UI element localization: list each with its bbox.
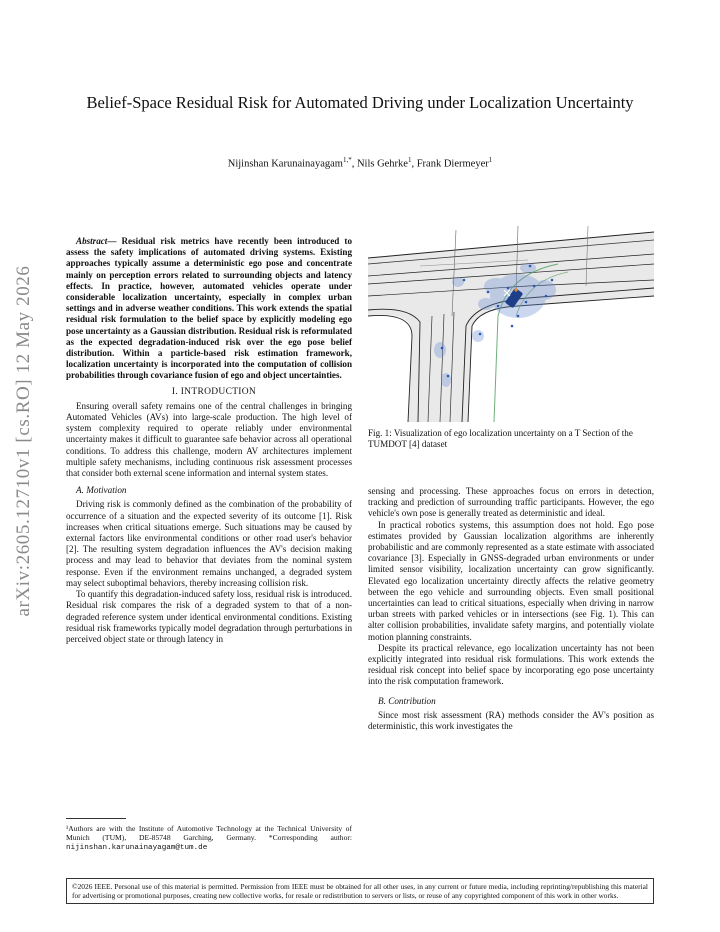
figure-caption: Fig. 1: Visualization of ego localization uncertainty on a T Section of the TUMDOT [4] dataset xyxy=(368,428,633,450)
copyright-notice: ©2026 IEEE. Personal use of this material is permitted. Permission from IEEE must be obtained for all other uses, in any current or future media, including reprinting/republishing this material for advertising or promotional purposes, creating new collective works, for resale or redistribution to servers or lists, or reuse of any copyrighted component of this work in other works. xyxy=(66,878,654,904)
motivation-paragraph-1: Driving risk is commonly defined as the combination of the probability of occurrence of a situation and the expected severity of its outcome [1]. Risk increases when critical situations emerge. Such situations may be caused by external factors like environmental conditions or other road user's behavior [2]. The resulting system degradation influences the AV's decision making process and may lead to behavior that deviates from the nominal system response. Even if the environment remains unchanged, a degraded system may select suboptimal behaviors, thereby increasing collision risk. xyxy=(66,499,352,588)
footnote-text: ¹Authors are with the Institute of Automotive Technology at the Technical University of Munich (TUM), DE-85748 Garching, Germany. *Corresponding author: xyxy=(66,824,352,842)
abstract xyxy=(66,236,352,382)
section-heading-introduction: I. INTRODUCTION xyxy=(171,386,257,397)
motivation-paragraph-2: To quantify this degradation-induced safety loss, residual risk is introduced. Residual risk compares the risk of a degraded system to that of a non-degraded reference system under identical environmental conditions. Existing residual risk frameworks typically model degradation through perturbations in perceived object state or through latency in xyxy=(66,589,352,644)
intro-paragraph: Ensuring overall safety remains one of the central challenges in bringing Automated Vehicles (AVs) into large-scale production. The high level of system complexity required to operate reliably under environmental uncertainty makes it difficult to guarantee safe behavior across all operational conditions. To address this challenge, modern AV architectures implement multiple safety mechanisms, including continuous risk assessment processes that consider both external scene information and internal system states. xyxy=(66,400,352,479)
subsection-heading-contribution: B. Contribution xyxy=(378,695,436,706)
right-paragraph-2: In practical robotics systems, this assumption does not hold. Ego pose estimates provided by Gaussian localization algorithms are inherently probabilistic and are commonly represented as a state estimate with associated covariance [3]. Especially in GNSS-degraded urban environments or under limited sensor visibility, localization uncertainty can grow significantly. Elevated ego localization uncertainty directly affects the relative geometry between the ego vehicle and surrounding objects. Even small positional uncertainties can lead to critical situations, especially when driving in narrow urban streets with parked vehicles or in intersections (see Fig. 1). This can alter collision probabilities, invalidate safety margins, and potentially violate motion planning constraints. xyxy=(368,519,654,642)
left-column xyxy=(66,236,352,645)
contribution-paragraph: Since most risk assessment (RA) methods consider the AV's position as deterministic, this work investigates the xyxy=(368,709,654,732)
footnote-divider xyxy=(66,818,126,819)
abstract-label: Abstract xyxy=(76,236,108,246)
paper-title: Belief-Space Residual Risk for Automated Driving under Localization Uncertainty xyxy=(86,93,634,112)
footnote xyxy=(66,824,352,853)
footnote-email: nijinshan.karunainayagam@tum.de xyxy=(66,844,208,852)
intersection-map-figure xyxy=(368,226,654,422)
author-list: Nijinshan Karunainayagam$^{1,*}$, Nils Gehrke$^1$, Frank Diermeyer$^1$ xyxy=(227,156,493,170)
right-paragraph-1: sensing and processing. These approaches focus on errors in detection, tracking and prediction of surrounding traffic participants. However, the ego vehicle's own pose is generally treated as deterministic and ideal. xyxy=(368,486,654,519)
figure-1 xyxy=(368,226,654,422)
right-paragraph-3: Despite its practical relevance, ego localization uncertainty has not been explicitly integrated into residual risk formulations. This work extends the residual risk concept into belief space by incorporating ego pose uncertainty into the risk computation framework. xyxy=(368,642,654,687)
subsection-heading-motivation: A. Motivation xyxy=(76,485,127,496)
right-column xyxy=(368,486,654,732)
abstract-text: — Residual risk metrics have recently been introduced to assess the safety implications of automated driving systems. Existing approaches typically assume a deterministic ego pose and concentrate mainly on perception errors related to surrounding objects and latency effects. In practice, however, automated vehicles operate under considerable localization uncertainty, especially in complex urban settings and in adverse weather conditions. This work extends the spatial residual risk formulation to the belief space by explicitly modeling ego pose uncertainty as a Gaussian distribution. Residual risk is reformulated as the expected degradation-induced risk over the ego pose belief distribution. Within a particle-based risk estimation framework, localization uncertainty is incorporated into the computation of collision probabilities through covariance fusion of ego and object uncertainties. xyxy=(66,236,352,381)
arxiv-stamp: arXiv:2605.12710v1 [cs.RO] 12 May 2026 xyxy=(13,265,34,617)
